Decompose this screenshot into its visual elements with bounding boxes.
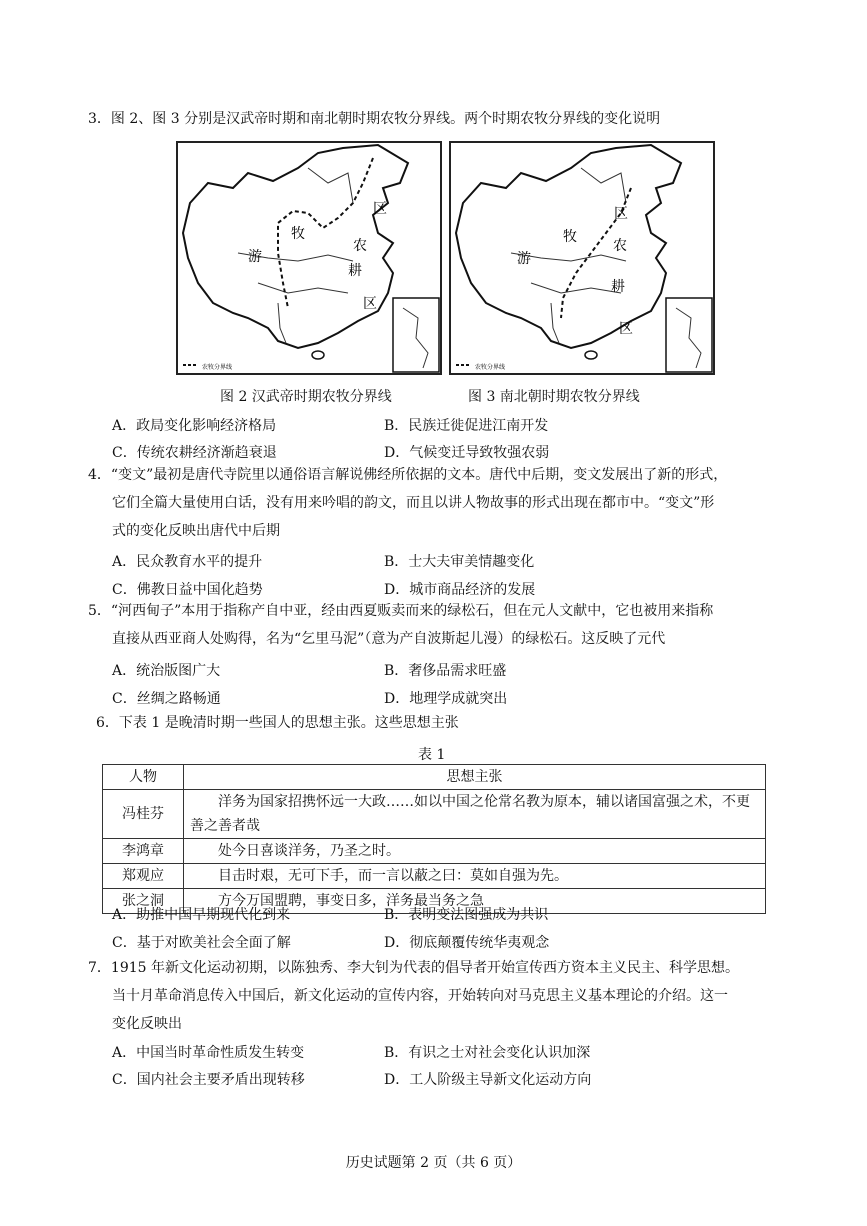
- figure-3-map: [449, 141, 715, 375]
- svg-text:游: 游: [517, 251, 531, 267]
- q3-option-d: D．气候变迁导致牧强农弱: [384, 445, 550, 461]
- figure-2-map: [176, 141, 442, 375]
- figure-3-caption: 图 3 南北朝时期农牧分界线: [468, 389, 640, 405]
- q5-stem-line2: 直接从西亚商人处购得，名为“乞里马泥”（意为产自波斯起儿漫）的绿松石。这反映了元代: [112, 631, 666, 647]
- table-cell-idea: 洋务为国家招携怀远一大政……如以中国之伦常名教为原本，辅以诸国富强之术，不更善之善者哉: [184, 790, 766, 839]
- table-cell-person: 冯桂芬: [103, 790, 184, 839]
- q7-option-a: A．中国当时革命性质发生转变: [112, 1045, 305, 1061]
- q6-option-d: D．彻底颠覆传统华夷观念: [384, 935, 550, 951]
- q5-stem-line1: 5．“河西甸子”本用于指称产自中亚，经由西夏贩卖而来的绿松石，但在元人文献中，它也被用来指称: [88, 603, 714, 619]
- table-1-title: 表 1: [418, 747, 446, 763]
- table-row: [103, 790, 766, 839]
- table-cell-idea: 处今日喜谈洋务，乃圣之时。: [184, 839, 766, 864]
- svg-text:耕: 耕: [611, 279, 625, 295]
- q3-option-c: C．传统农耕经济渐趋衰退: [112, 445, 277, 461]
- svg-text:牧: 牧: [291, 226, 305, 242]
- table-cell-person: 张之洞: [103, 889, 184, 914]
- table-header-idea: 思想主张: [184, 765, 766, 790]
- table-cell-idea: 方今万国盟聘，事变日多，洋务最当务之急: [184, 889, 766, 914]
- table-cell-person: 李鸿章: [103, 839, 184, 864]
- q3-option-b: B．民族迁徙促进江南开发: [384, 418, 549, 434]
- q4-option-a: A．民众教育水平的提升: [112, 554, 263, 570]
- china-map-fig2: [178, 143, 440, 373]
- page-footer: 历史试题第 2 页（共 6 页）: [345, 1155, 522, 1171]
- svg-text:牧: 牧: [563, 229, 577, 245]
- q4-stem-line3: 式的变化反映出唐代中后期: [112, 523, 280, 539]
- table-cell-person: 郑观应: [103, 864, 184, 889]
- svg-text:农牧分界线: 农牧分界线: [202, 364, 233, 371]
- svg-text:区: 区: [363, 296, 377, 312]
- svg-text:区: 区: [373, 201, 387, 217]
- q7-stem-line1: 7．1915 年新文化运动初期，以陈独秀、李大钊为代表的倡导者开始宣传西方资本主义民主、科学思想。: [88, 960, 739, 976]
- q7-option-c: C．国内社会主要矛盾出现转移: [112, 1072, 305, 1088]
- svg-text:区: 区: [619, 321, 633, 337]
- table-header-row: [103, 765, 766, 790]
- svg-text:农: 农: [353, 238, 367, 254]
- q7-stem-line2: 当十月革命消息传入中国后，新文化运动的宣传内容，开始转向对马克思主义基本理论的介绍。这一: [112, 988, 728, 1004]
- q4-option-c: C．佛教日益中国化趋势: [112, 582, 263, 598]
- china-map-fig3: [451, 143, 713, 373]
- q3-option-a: A．政局变化影响经济格局: [112, 418, 277, 434]
- svg-text:农: 农: [613, 238, 627, 254]
- q5-option-c: C．丝绸之路畅通: [112, 691, 221, 707]
- q4-stem-line2: 它们全篇大量使用白话，没有用来吟唱的韵文，而且以讲人物故事的形式出现在都市中。“变文”形: [112, 495, 715, 511]
- q7-option-d: D．工人阶级主导新文化运动方向: [384, 1072, 592, 1088]
- svg-text:农牧分界线: 农牧分界线: [475, 364, 506, 371]
- figure-2-caption: 图 2 汉武帝时期农牧分界线: [220, 389, 392, 405]
- q4-option-b: B．士大夫审美情趣变化: [384, 554, 535, 570]
- table-row: [103, 864, 766, 889]
- table-1: [102, 764, 766, 914]
- svg-text:游: 游: [248, 249, 262, 265]
- q5-option-a: A．统治版图广大: [112, 663, 221, 679]
- q5-option-d: D．地理学成就突出: [384, 691, 508, 707]
- q7-stem-line3: 变化反映出: [112, 1016, 182, 1032]
- q4-stem-line1: 4．“变文”最初是唐代寺院里以通俗语言解说佛经所依据的文本。唐代中后期，变文发展出了新的形式，: [88, 467, 728, 483]
- q6-option-b: B．表明变法图强成为共识: [384, 907, 549, 923]
- svg-text:区: 区: [614, 206, 628, 222]
- table-header-person: 人物: [103, 765, 184, 790]
- q6-stem: 6．下表 1 是晚清时期一些国人的思想主张。这些思想主张: [96, 715, 459, 731]
- table-cell-idea: 目击时艰，无可下手，而一言以蔽之曰：莫如自强为先。: [184, 864, 766, 889]
- q4-option-d: D．城市商品经济的发展: [384, 582, 536, 598]
- table-row: [103, 839, 766, 864]
- svg-text:耕: 耕: [348, 263, 362, 279]
- q7-option-b: B．有识之士对社会变化认识加深: [384, 1045, 591, 1061]
- q3-stem: 3．图 2、图 3 分别是汉武帝时期和南北朝时期农牧分界线。两个时期农牧分界线的变化说明: [88, 111, 661, 127]
- q6-option-a: A．助推中国早期现代化到来: [112, 907, 291, 923]
- q6-option-c: C．基于对欧美社会全面了解: [112, 935, 291, 951]
- q5-option-b: B．奢侈品需求旺盛: [384, 663, 507, 679]
